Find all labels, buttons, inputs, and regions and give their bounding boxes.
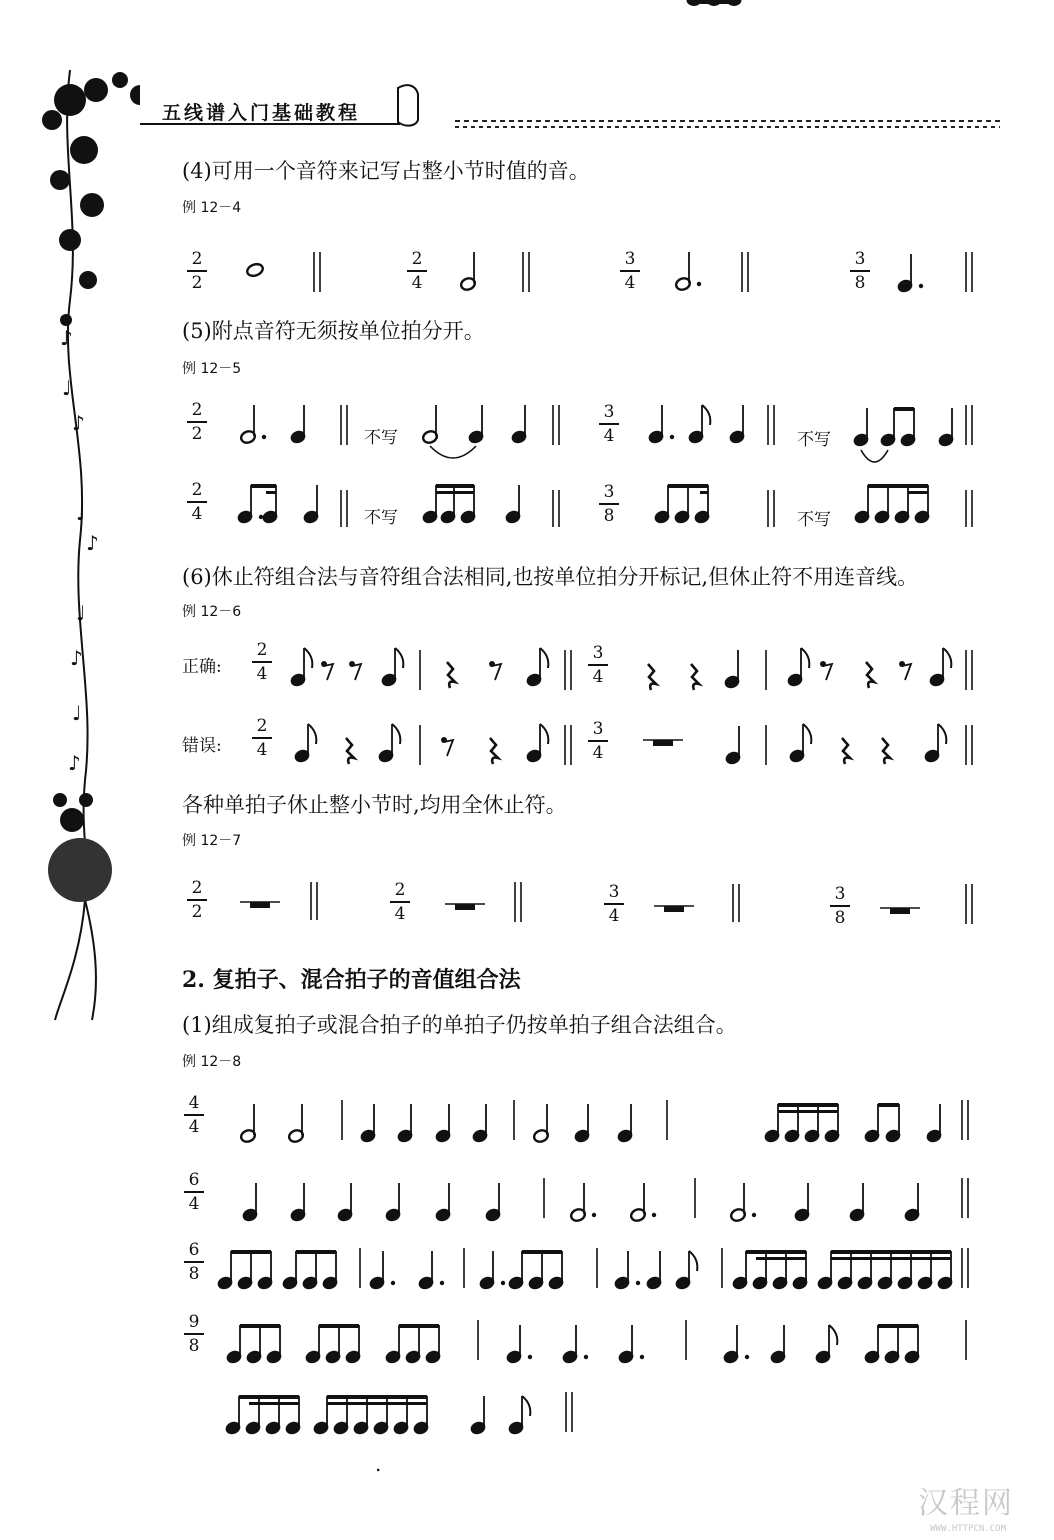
dot [752,1213,756,1217]
svg-text:♩: ♩ [76,501,86,525]
svg-text:♪: ♪ [60,326,73,350]
heading-2: 2. 复拍子、混合拍子的音值组合法 [182,967,521,993]
beam-secondary [327,1402,427,1405]
time-signature: 3 8 [828,884,852,928]
time-signature: 2 4 [250,716,274,760]
dot [584,1355,588,1359]
beam [231,1250,271,1254]
time-signature: 3 4 [597,402,621,446]
rest-note-text: 各种单拍子休止整小节时,均用全休止符。 [182,793,567,817]
eighth-rest-stem [492,664,501,680]
svg-text:♩: ♩ [72,701,82,725]
dot [528,1355,532,1359]
beam-secondary [908,491,928,494]
whole-rest [664,906,684,912]
beam [327,1395,427,1399]
whole-rest [890,908,910,914]
time-signature: 3 4 [586,643,610,687]
quarter-rest [346,738,354,764]
beam [436,484,474,488]
time-signature: 2 2 [185,400,209,444]
quarter-rest [882,738,890,764]
quarter-rest [842,738,850,764]
section6-example-label: 例 12－6 [182,604,242,620]
dot [670,435,674,439]
section5-text: (5)附点音符无须按单位拍分开。 [182,319,485,343]
svg-text:♪: ♪ [70,646,83,670]
time-signature: 3 4 [602,882,626,926]
tie [430,446,476,458]
eighth-flag [540,724,548,744]
time-signature: 2 4 [185,480,209,524]
dot [501,1281,505,1285]
eighth-rest-stem [902,664,911,680]
beam-secondary [700,491,708,494]
time-signature: 3 4 [618,249,642,293]
dot [745,1355,749,1359]
eighth-rest-stem [823,664,832,680]
section1-example-label: 例 12－8 [182,1054,242,1070]
svg-text:♪: ♪ [72,411,85,435]
whole-rest [653,740,673,746]
section5-example-label: 例 12－5 [182,361,242,377]
quarter-rest [447,662,455,688]
eighth-flag [702,405,710,425]
whole-note [246,262,265,278]
dot [592,1213,596,1217]
section4-text: (4)可用一个音符来记写占整小节时值的音。 [182,159,590,183]
beam-secondary [778,1110,838,1113]
beam [522,1250,562,1254]
time-signature: 4 4 [182,1093,206,1137]
footer-dot: . [375,1452,382,1476]
eighth-rest-stem [444,740,453,756]
tie [861,450,888,462]
eighth-flag [689,1251,697,1271]
eighth-flag [938,724,946,744]
watermark-url: WWW.HTTPCN.COM [930,1524,1006,1534]
beam [831,1250,951,1254]
eighth-flag [803,724,811,744]
section1-text: (1)组成复拍子或混合拍子的单拍子仍按单拍子组合法组合。 [182,1013,737,1037]
correct-label: 正确: [182,657,222,677]
dot [697,282,701,286]
time-signature: 2 4 [388,880,412,924]
beam [746,1250,806,1254]
quarter-rest [866,662,874,688]
eighth-flag [801,648,809,668]
beam [668,484,708,488]
note-head [687,0,701,6]
beam [240,1324,280,1328]
watermark-logo: 汉程网 [918,1486,1014,1521]
rest-note-example-label: 例 12－7 [182,833,242,849]
dot [636,1281,640,1285]
beam-secondary [756,1257,806,1260]
beam [319,1324,359,1328]
time-signature: 2 2 [185,878,209,922]
svg-text:♪: ♪ [68,751,81,775]
time-signature: 3 4 [586,719,610,763]
quarter-rest [648,664,656,690]
eighth-flag [943,648,951,668]
dot [640,1355,644,1359]
time-signature: 2 2 [185,249,209,293]
no-write-label: 不写 [797,510,831,530]
beam [700,0,740,4]
beam [878,1324,918,1328]
dot [259,515,263,519]
dot [391,1281,395,1285]
svg-text:♩: ♩ [62,376,72,400]
eighth-flag [522,1396,530,1416]
beam-secondary [249,1402,299,1405]
section6-text: (6)休止符组合法与音符组合法相同,也按单位拍分开标记,但休止符不用连音线。 [182,565,919,589]
eighth-flag [308,724,316,744]
time-signature: 3 8 [848,249,872,293]
wrong-label: 错误: [182,736,222,756]
beam [868,484,928,488]
beam [399,1324,439,1328]
beam [239,1395,299,1399]
time-signature: 6 8 [182,1240,206,1284]
eighth-flag [829,1325,837,1345]
whole-rest [455,904,475,910]
dot [919,284,923,288]
beam [251,484,276,488]
eighth-flag [540,648,548,668]
dot [262,435,266,439]
beam-secondary [831,1257,951,1260]
eighth-rest-stem [324,664,333,680]
time-signature: 2 4 [405,249,429,293]
time-signature: 9 8 [182,1312,206,1356]
whole-rest [250,902,270,908]
beam [894,407,914,411]
time-signature: 2 4 [250,640,274,684]
eighth-flag [392,724,400,744]
section4-example-label: 例 12－4 [182,200,242,216]
eighth-flag [395,648,403,668]
dot [440,1281,444,1285]
beam [296,1250,336,1254]
time-signature: 3 8 [597,482,621,526]
dot [652,1213,656,1217]
eighth-rest-stem [352,664,361,680]
beam [778,1103,838,1107]
eighth-flag [304,648,312,668]
quarter-rest [691,664,699,690]
svg-text:♩: ♩ [76,601,86,625]
time-signature: 6 4 [182,1170,206,1214]
no-write-label: 不写 [797,430,831,450]
quarter-rest [490,738,498,764]
svg-text:♪: ♪ [86,531,99,555]
header-title: 五线谱入门基础教程 [162,102,361,124]
no-write-label: 不写 [364,428,398,448]
beam [878,1103,899,1107]
no-write-label: 不写 [364,508,398,528]
beam-secondary [266,491,276,494]
beam-secondary [436,491,474,494]
